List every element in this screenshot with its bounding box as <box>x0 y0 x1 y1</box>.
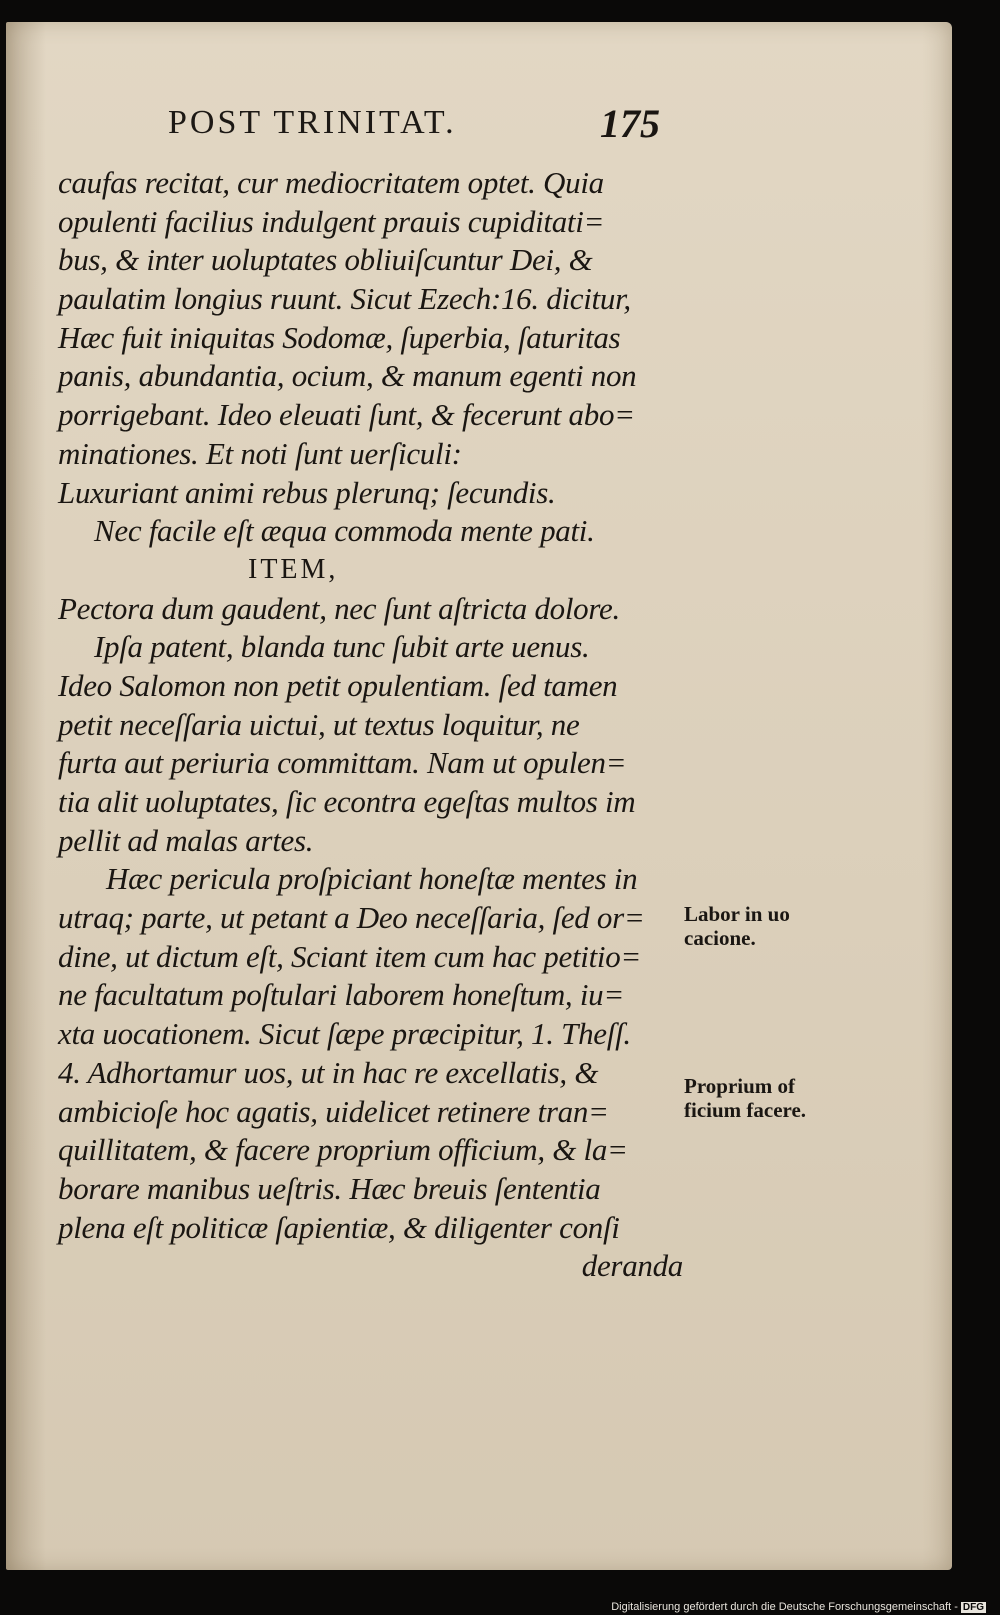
text-line: 4. Adhortamur uos, ut in hac re excellatis, & <box>58 1054 599 1090</box>
footer-text: Digitalisierung gefördert durch die Deutsche Forschungsgemeinschaft - <box>611 1601 958 1613</box>
page-number: 175 <box>600 101 660 146</box>
text-line: Hæc pericula proſpiciant honeſtæ mentes in <box>106 861 638 897</box>
text-line: opulenti facilius indulgent prauis cupiditati= <box>58 203 605 239</box>
text-line: caufas recitat, cur mediocritatem optet. Quia <box>58 165 604 200</box>
text-line: ambicioſe hoc agatis, uidelicet retinere tran= <box>58 1093 609 1129</box>
text-line: Ideo Salomon non petit opulentiam. ſed tamen <box>58 667 618 703</box>
verse-line: Luxuriant animi rebus plerunq; ſecundis. <box>58 474 556 510</box>
text-line: bus, & inter uoluptates obliuiſcuntur Dei, & <box>58 242 593 278</box>
running-header <box>168 101 688 154</box>
text-line: tia alit uoluptates, ſic econtra egeſtas multos im <box>58 784 636 819</box>
text-line: utraq; parte, ut petant a Deo neceſſaria, ſed or= <box>58 900 645 936</box>
header-title: POST TRINITAT. <box>168 104 457 141</box>
text-line: porrigebant. Ideo eleuati ſunt, & fecerunt abo= <box>58 397 635 433</box>
text-line: dine, ut dictum eſt, Sciant item cum hac petitio= <box>58 938 642 974</box>
text-line: borare manibus ueſtris. Hæc breuis ſententia <box>58 1170 601 1206</box>
text-line: Hæc fuit iniquitas Sodomæ, ſuperbia, ſaturitas <box>58 319 621 355</box>
main-text <box>58 164 683 1286</box>
digitization-footer <box>611 1601 986 1613</box>
section-heading: ITEM, <box>248 553 339 585</box>
verse-line: Nec facile eſt æqua commoda mente pati. <box>94 513 595 549</box>
text-line: quillitatem, & facere proprium officium, & la= <box>58 1132 628 1168</box>
verse-line: Pectora dum gaudent, nec ſunt aſtricta dolore. <box>58 590 620 626</box>
text-line: pellit ad malas artes. <box>58 822 314 858</box>
text-line: paulatim longius ruunt. Sicut Ezech:16. dicitur, <box>58 281 631 317</box>
dfg-logo: DFG <box>962 1602 984 1613</box>
text-line: petit neceſſaria uictui, ut textus loquitur, ne <box>58 706 580 742</box>
text-line: minationes. Et noti ſunt uerſiculi: <box>58 435 462 471</box>
text-line: xta uocationem. Sicut ſæpe præcipitur, 1. Theſſ. <box>58 1016 631 1052</box>
margin-note-proprium: Proprium of ficium facere. <box>684 1074 807 1122</box>
verse-line: Ipſa patent, blanda tunc ſubit arte uenus. <box>94 629 590 665</box>
text-line: furta aut periuria committam. Nam ut opulen= <box>58 745 627 781</box>
text-line: panis, abundantia, ocium, & manum egenti non <box>58 358 637 394</box>
catchword: deranda <box>581 1248 683 1284</box>
text-line: plena eſt politicæ ſapientiæ, & diligenter conſi <box>58 1209 620 1245</box>
margin-note-labor: Labor in uo cacione. <box>684 902 790 950</box>
text-line: ne facultatum poſtulari laborem honeſtum, iu= <box>58 977 624 1013</box>
